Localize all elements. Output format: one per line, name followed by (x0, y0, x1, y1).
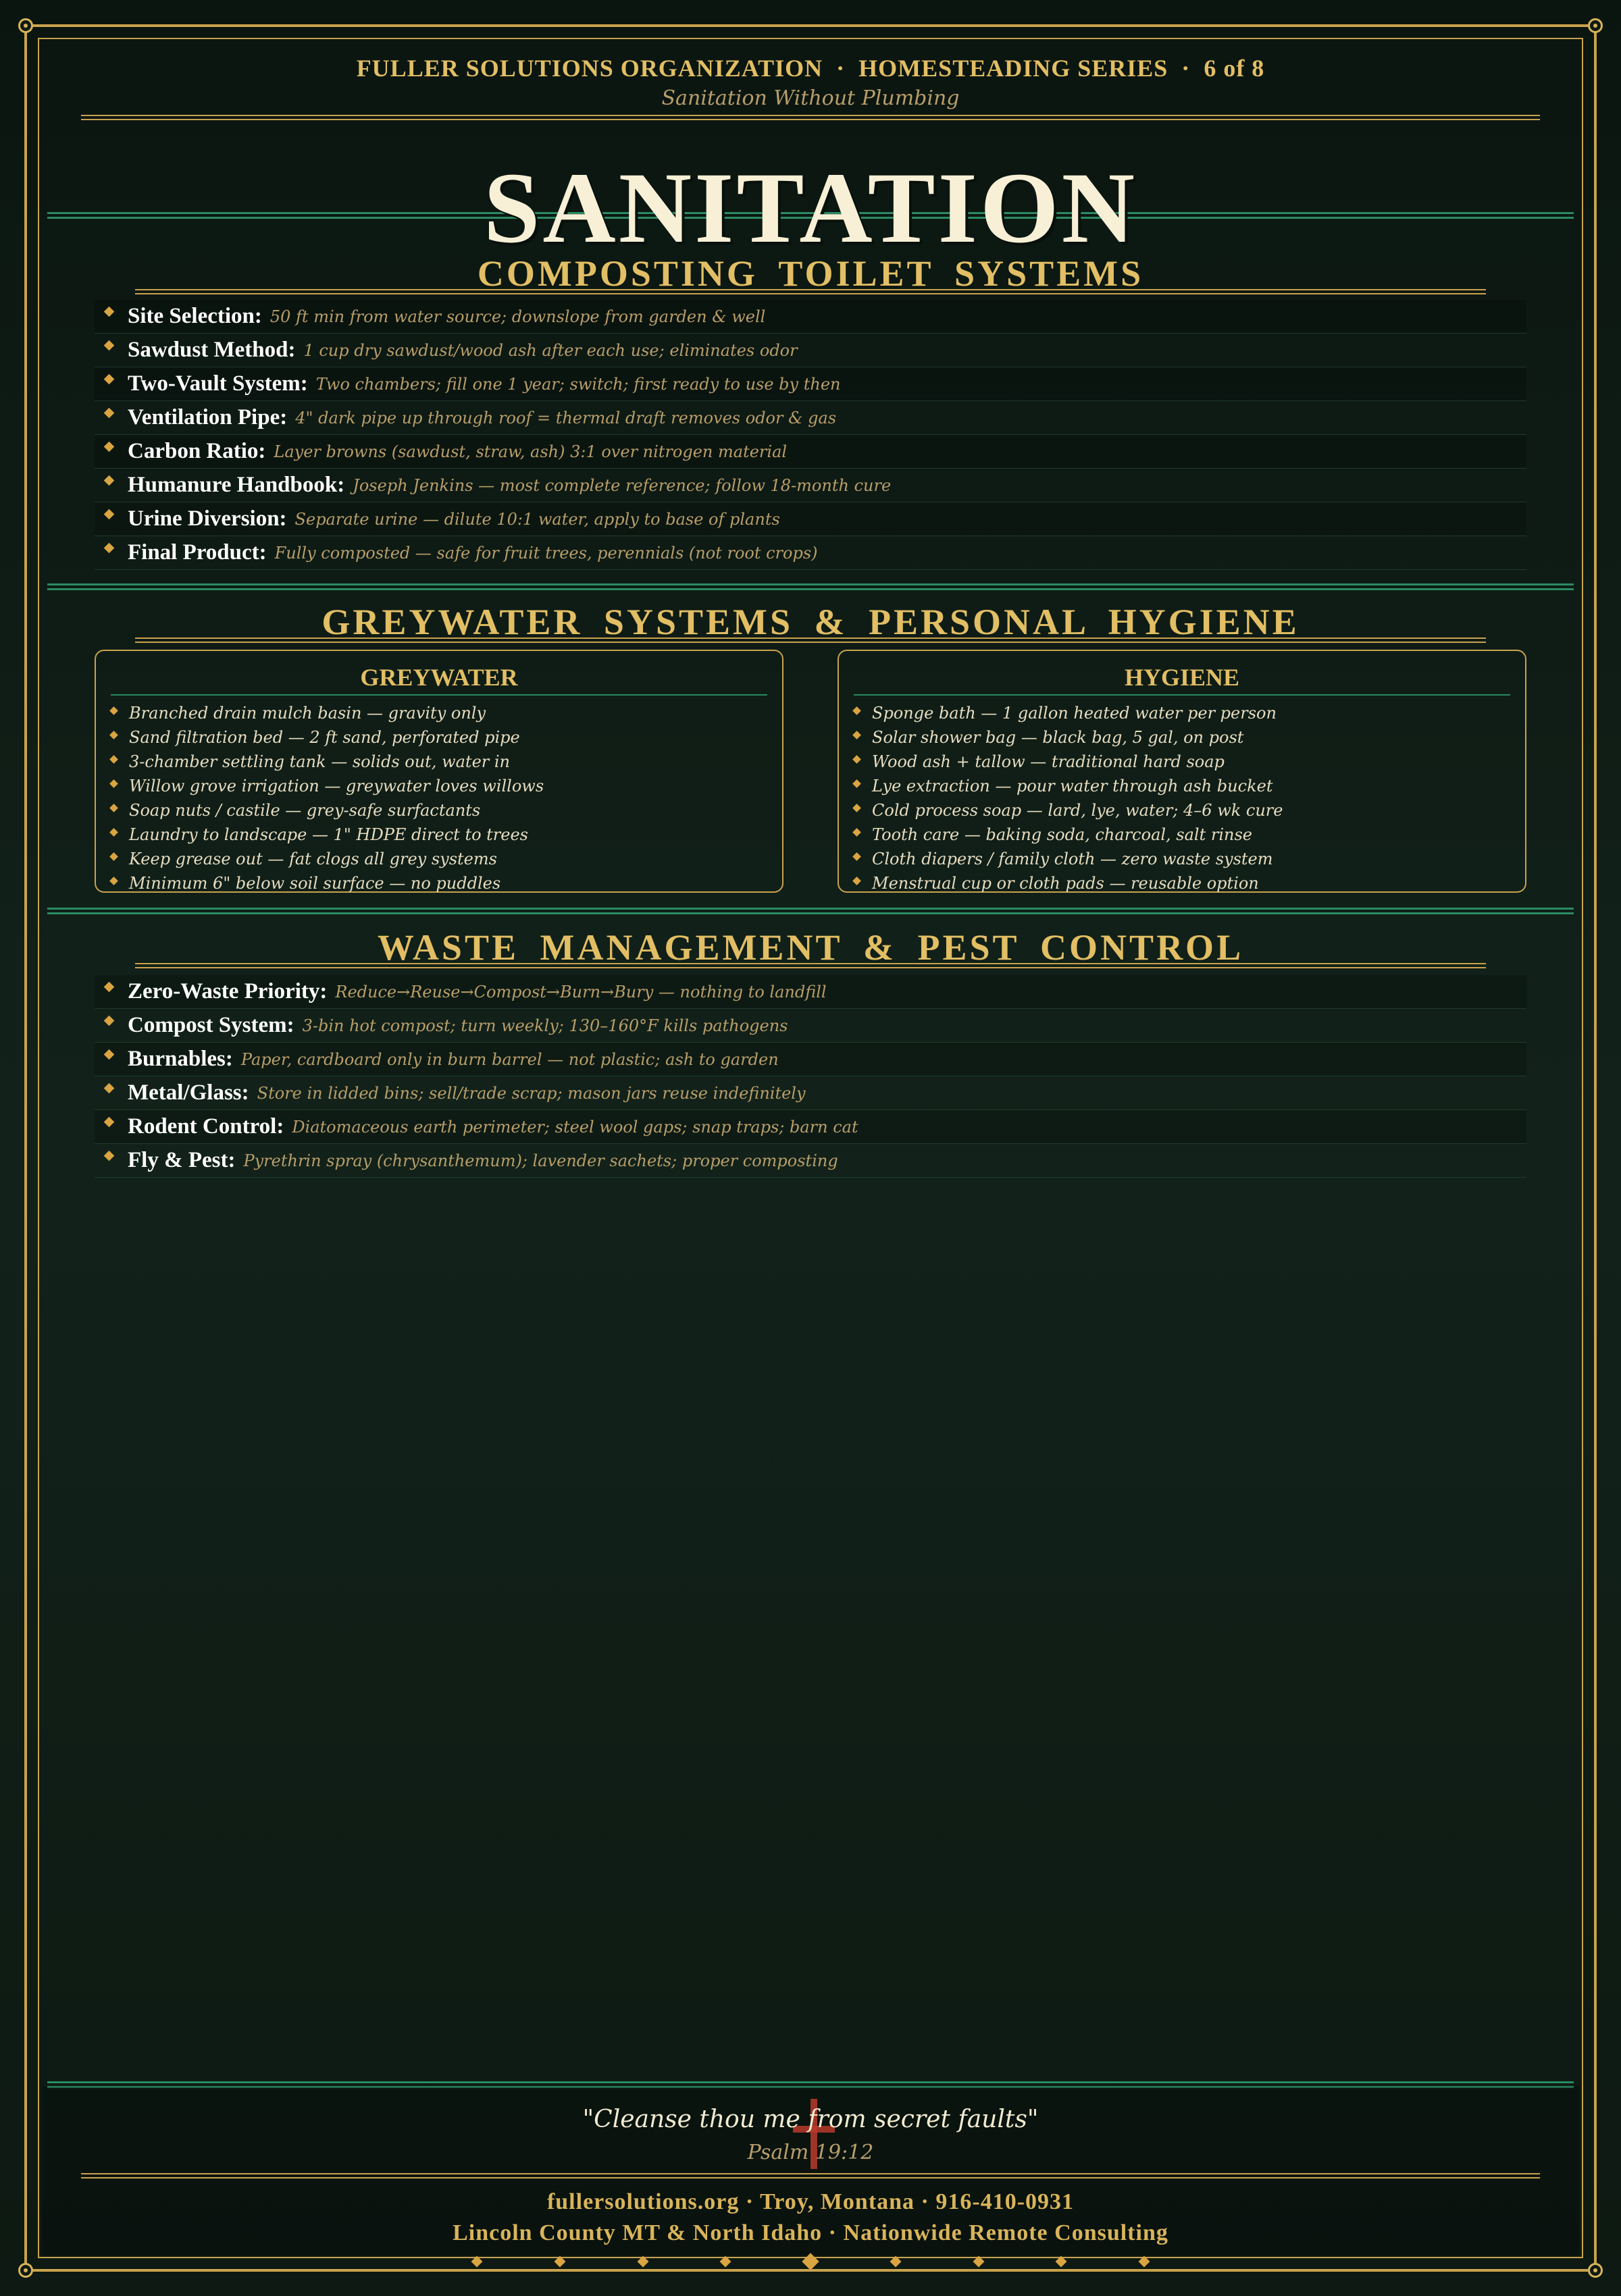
hygiene-box-title: HYGIENE (854, 663, 1510, 696)
list-item: Laundry to landscape — 1" HDPE direct to trees (111, 823, 767, 847)
diamond-bullet-icon (109, 779, 118, 788)
diamond-bullet-icon (852, 828, 861, 837)
greywater-box (95, 650, 783, 893)
list-item: Sand filtration bed — 2 ft sand, perforated pipe (111, 725, 767, 750)
section-divider (47, 583, 1574, 590)
diamond-bullet-icon (852, 852, 861, 861)
diamond-bullet-icon (104, 1117, 115, 1128)
section-divider (47, 908, 1574, 914)
list-item: Urine Diversion: Separate urine — dilute 10:1 water, apply to base of plants (95, 502, 1526, 536)
diamond-bullet-icon (104, 408, 115, 419)
list-item: Lye extraction — pour water through ash bucket (854, 774, 1510, 798)
diamond-bullet-icon (104, 442, 115, 452)
list-item: Final Product: Fully composted — safe for fruit trees, perennials (not root crops) (95, 536, 1526, 570)
section-divider (135, 963, 1486, 968)
header-separator: · (1181, 55, 1191, 82)
diamond-ornament-icon (802, 2253, 819, 2270)
diamond-bullet-icon (104, 374, 115, 385)
header-series-line (0, 54, 1621, 82)
diamond-ornament-icon (637, 2256, 648, 2268)
list-item: Keep grease out — fat clogs all grey systems (111, 847, 767, 871)
diamond-bullet-icon (109, 755, 118, 764)
scripture-quote: "Cleanse thou me from secret faults" (582, 2106, 1039, 2133)
diamond-bullet-icon (104, 1049, 115, 1060)
service-area-line: Lincoln County MT & North Idaho · Nationwide Remote Consulting (453, 2220, 1168, 2245)
list-item: Site Selection: 50 ft min from water source; downslope from garden & well (95, 300, 1526, 334)
diamond-ornament-icon (471, 2256, 483, 2268)
contact-line: fullersolutions.org · Troy, Montana · 916-410-0931 (546, 2189, 1075, 2214)
section-title-composting: COMPOSTING TOILET SYSTEMS (477, 253, 1144, 294)
list-item: Cold process soap — lard, lye, water; 4–6 wk cure (854, 798, 1510, 823)
corner-ornament-icon (1588, 2263, 1603, 2278)
diamond-bullet-icon (109, 877, 118, 885)
diamond-ornament-icon (1056, 2256, 1067, 2268)
diamond-ornament-icon (973, 2256, 984, 2268)
greywater-box-title: GREYWATER (111, 663, 767, 696)
list-item: 3-chamber settling tank — solids out, water in (111, 750, 767, 774)
diamond-bullet-icon (104, 509, 115, 520)
diamond-bullet-icon (852, 804, 861, 812)
section-title-waste: WASTE MANAGEMENT & PEST CONTROL (377, 927, 1244, 968)
list-item: Carbon Ratio: Layer browns (sawdust, straw, ash) 3:1 over nitrogen material (95, 435, 1526, 469)
diamond-ornament-icon (1139, 2256, 1150, 2268)
list-item: Sawdust Method: 1 cup dry sawdust/wood ash after each use; eliminates odor (95, 334, 1526, 367)
list-item: Branched drain mulch basin — gravity only (111, 701, 767, 725)
diamond-bullet-icon (852, 706, 861, 715)
diamond-bullet-icon (109, 804, 118, 812)
list-item: Fly & Pest: Pyrethrin spray (chrysanthemum); lavender sachets; proper composting (95, 1144, 1526, 1178)
list-item: Menstrual cup or cloth pads — reusable option (854, 871, 1510, 895)
list-item: Tooth care — baking soda, charcoal, salt rinse (854, 823, 1510, 847)
corner-ornament-icon (18, 18, 33, 33)
diamond-bullet-icon (109, 828, 118, 837)
org-name: FULLER SOLUTIONS ORGANIZATION (356, 55, 823, 82)
diamond-ornament-icon (554, 2256, 565, 2268)
header-divider (81, 115, 1540, 120)
list-item: Humanure Handbook: Joseph Jenkins — most complete reference; follow 18-month cure (95, 469, 1526, 502)
diamond-bullet-icon (109, 731, 118, 739)
diamond-bullet-icon (104, 340, 115, 351)
header-separator: · (836, 55, 846, 82)
diamond-bullet-icon (104, 1016, 115, 1026)
diamond-bullet-icon (104, 982, 115, 993)
list-item: Rodent Control: Diatomaceous earth perimeter; steel wool gaps; snap traps; barn cat (95, 1110, 1526, 1144)
diamond-ornament-icon (890, 2256, 901, 2268)
scripture-reference: Psalm 19:12 (747, 2141, 874, 2164)
list-item: Zero-Waste Priority: Reduce→Reuse→Compost→Burn→Bury — nothing to landfill (95, 975, 1526, 1009)
bottom-ornament-row (473, 2255, 1148, 2268)
corner-ornament-icon (18, 2263, 33, 2278)
hygiene-box (838, 650, 1526, 893)
list-item: Solar shower bag — black bag, 5 gal, on post (854, 725, 1510, 750)
diamond-bullet-icon (104, 543, 115, 554)
list-item: Cloth diapers / family cloth — zero waste system (854, 847, 1510, 871)
diamond-bullet-icon (852, 731, 861, 739)
diamond-bullet-icon (852, 779, 861, 788)
list-item: Compost System: 3-bin hot compost; turn weekly; 130–160°F kills pathogens (95, 1009, 1526, 1043)
section-title-greywater-hygiene: GREYWATER SYSTEMS & PERSONAL HYGIENE (321, 602, 1300, 642)
list-item: Metal/Glass: Store in lidded bins; sell/trade scrap; mason jars reuse indefinitely (95, 1076, 1526, 1110)
footer-divider (81, 2173, 1540, 2178)
list-item: Ventilation Pipe: 4" dark pipe up through roof = thermal draft removes odor & gas (95, 401, 1526, 435)
page-header (0, 54, 1621, 110)
list-item: Two-Vault System: Two chambers; fill one 1 year; switch; first ready to use by then (95, 367, 1526, 401)
waste-list (95, 975, 1526, 1178)
list-item: Soap nuts / castile — grey-safe surfactants (111, 798, 767, 823)
diamond-bullet-icon (104, 475, 115, 486)
list-item: Minimum 6" below soil surface — no puddles (111, 871, 767, 895)
corner-ornament-icon (1588, 18, 1603, 33)
diamond-bullet-icon (852, 755, 861, 764)
composting-list (95, 300, 1526, 570)
page-title: SANITATION (484, 152, 1137, 264)
diamond-bullet-icon (104, 1151, 115, 1162)
header-subtitle: Sanitation Without Plumbing (661, 86, 960, 110)
diamond-bullet-icon (104, 307, 115, 317)
diamond-ornament-icon (720, 2256, 731, 2268)
list-item: Willow grove irrigation — greywater loves willows (111, 774, 767, 798)
section-divider (135, 637, 1486, 643)
series-name: HOMESTEADING SERIES (858, 55, 1168, 82)
diamond-bullet-icon (109, 706, 118, 715)
diamond-bullet-icon (109, 852, 118, 861)
list-item: Burnables: Paper, cardboard only in burn barrel — not plastic; ash to garden (95, 1043, 1526, 1076)
section-divider (135, 289, 1486, 294)
list-item: Sponge bath — 1 gallon heated water per person (854, 701, 1510, 725)
diamond-bullet-icon (852, 877, 861, 885)
page-number: 6 of 8 (1204, 55, 1265, 82)
diamond-bullet-icon (104, 1083, 115, 1094)
list-item: Wood ash + tallow — traditional hard soap (854, 750, 1510, 774)
